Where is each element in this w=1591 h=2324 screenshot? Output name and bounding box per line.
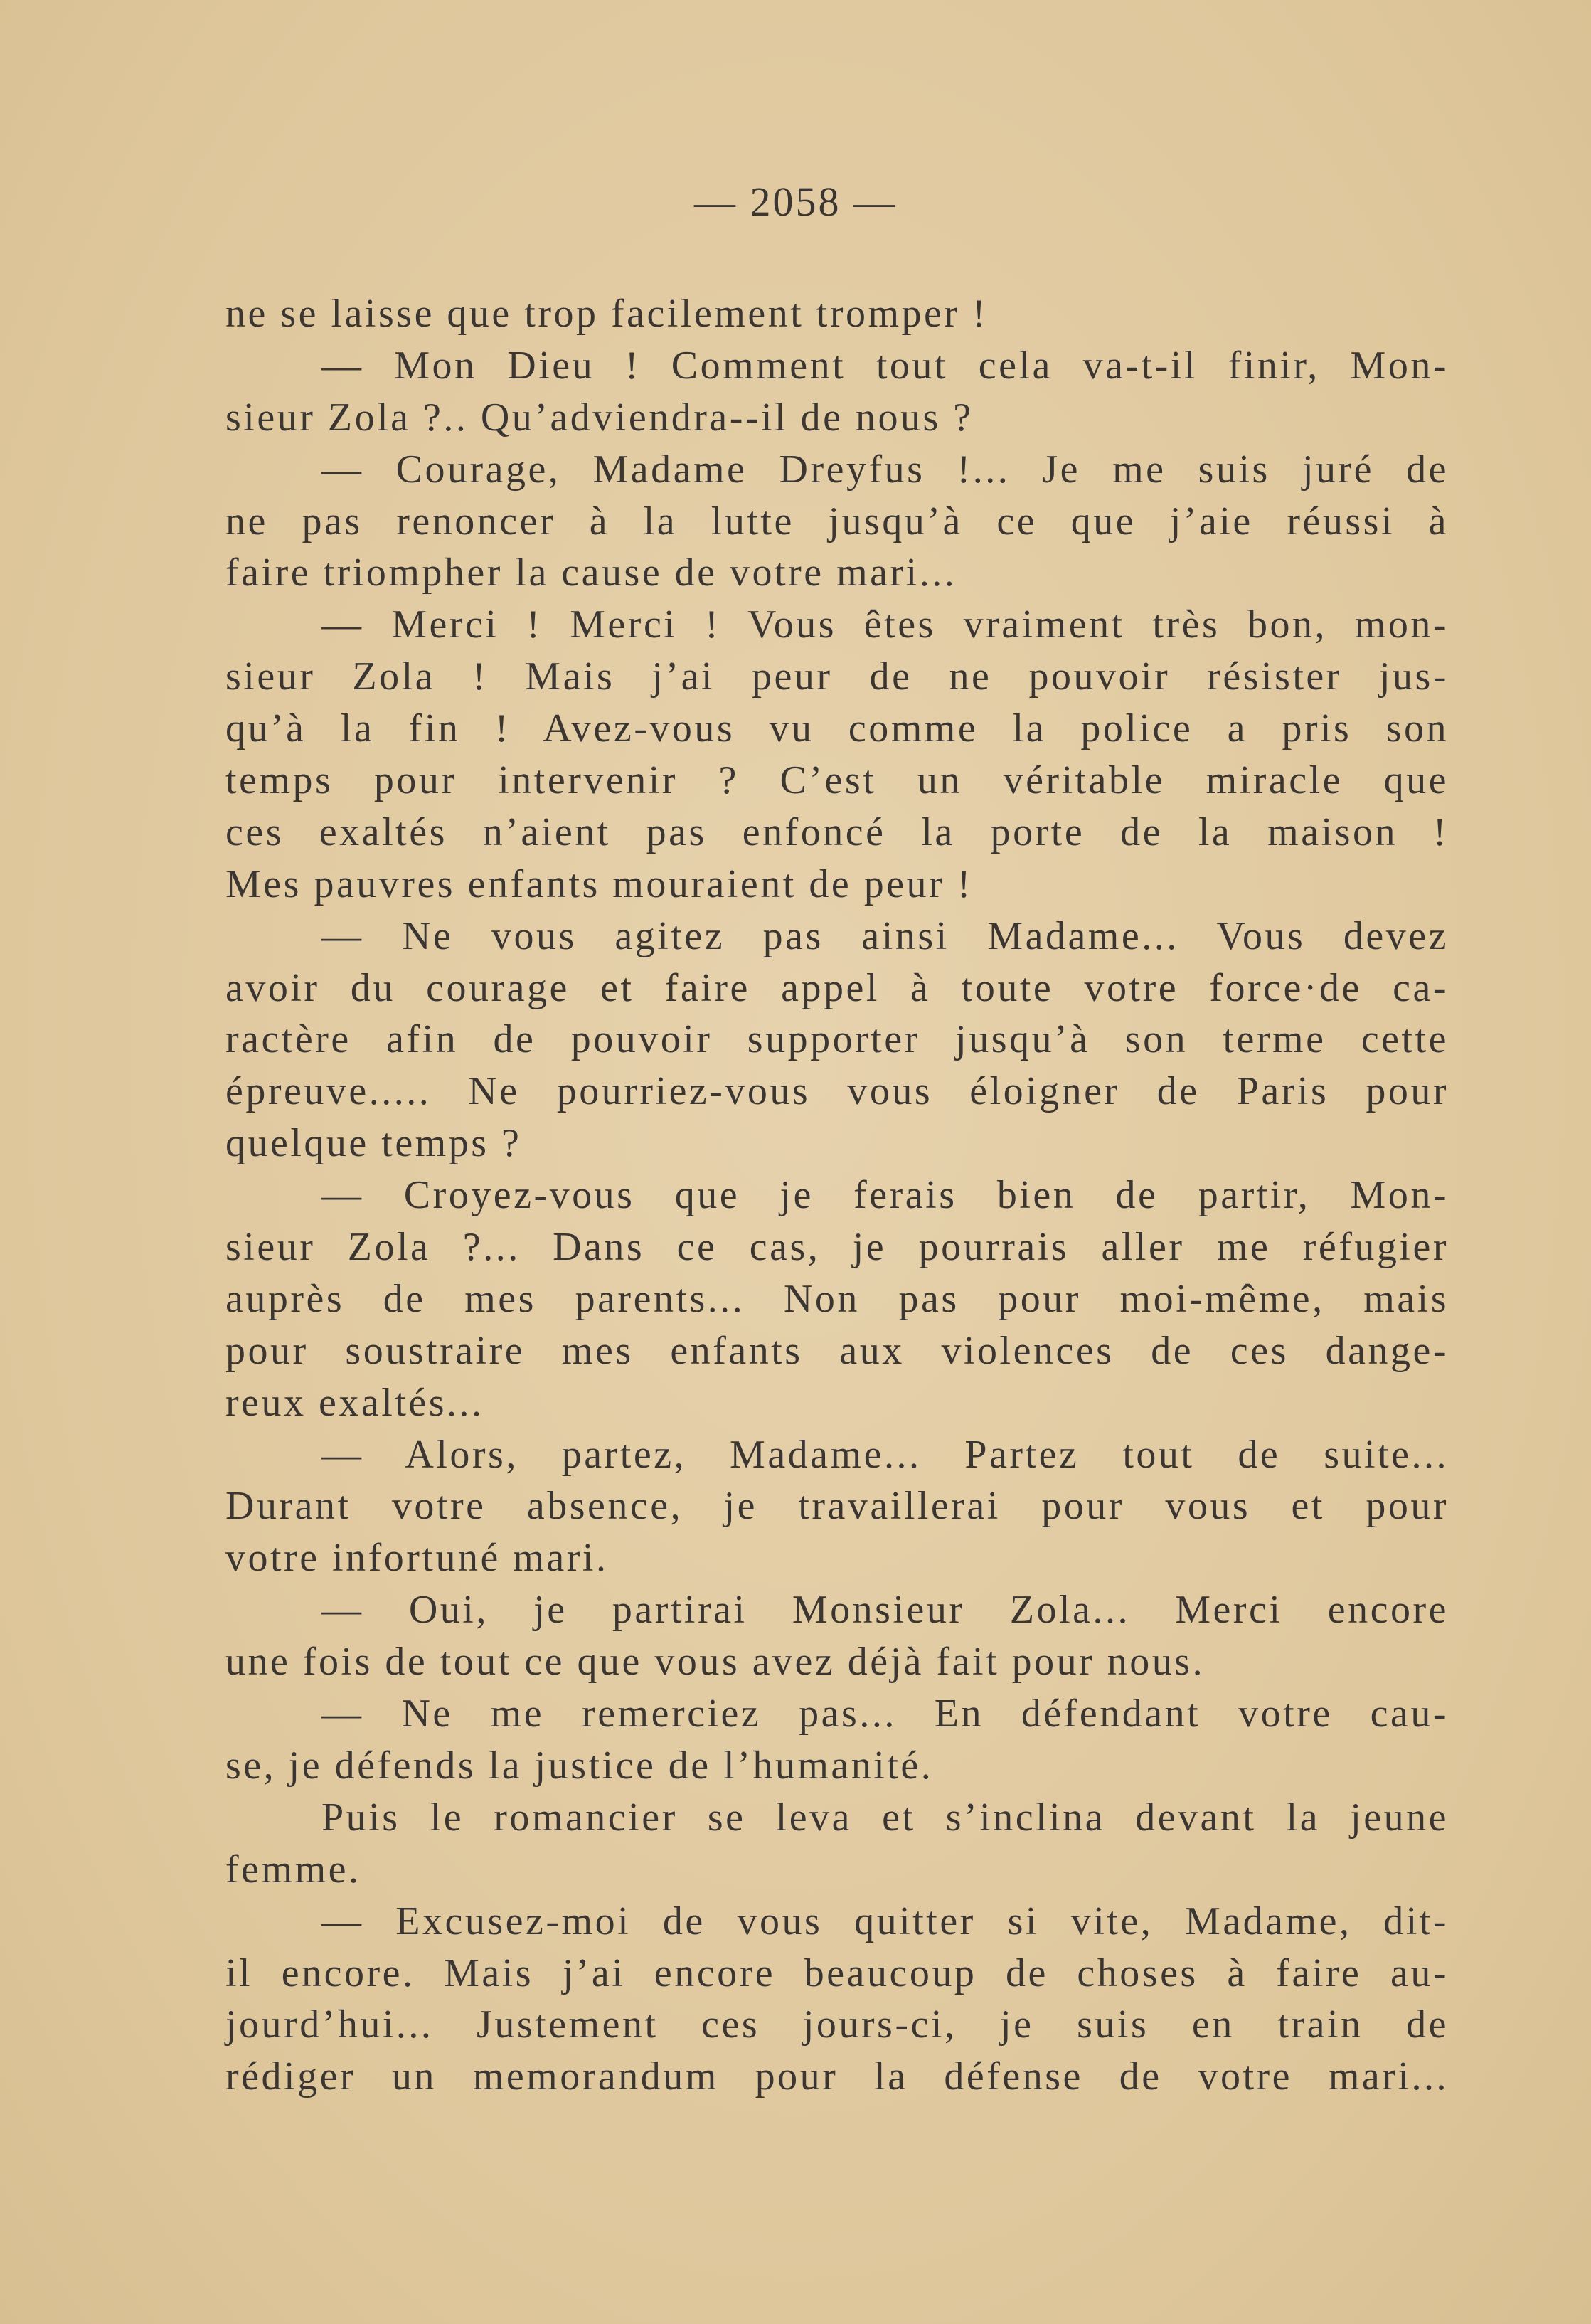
text-line: votre infortuné mari. (225, 1536, 609, 1581)
text-line: — Merci ! Merci ! Vous êtes vraiment très bon, mon- (321, 603, 1449, 647)
text-line: pour soustraire mes enfants aux violences de ces dange- (225, 1328, 1449, 1373)
text-line: une fois de tout ce que vous avez déjà fait pour nous. (225, 1640, 1206, 1684)
text-line: femme. (225, 1847, 361, 1891)
text-line: rédiger un memorandum pour la défense de votre mari... (225, 2054, 1449, 2099)
text-line: avoir du courage et faire appel à toute votre force·de ca- (225, 965, 1449, 1010)
text-line: faire triompher la cause de votre mari... (225, 551, 957, 595)
text-line: sieur Zola ?.. Qu’adviendra--il de nous ? (225, 395, 974, 440)
text-line: — Mon Dieu ! Comment tout cela va-t-il finir, Mon- (321, 343, 1449, 388)
text-line: Durant votre absence, je travaillerai pour vous et pour (225, 1484, 1449, 1529)
text-line: ne pas renoncer à la lutte jusqu’à ce que j’aie réussi à (225, 499, 1449, 543)
text-line: quelque temps ? (225, 1121, 522, 1166)
text-line: jourd’hui... Justement ces jours-ci, je suis en train de (225, 2002, 1449, 2047)
text-line: sieur Zola ?... Dans ce cas, je pourrais aller me réfugier (225, 1225, 1449, 1270)
text-line: ractère afin de pouvoir supporter jusqu’à son terme cette (225, 1017, 1449, 1062)
text-line: — Oui, je partirai Monsieur Zola... Merci encore (321, 1588, 1449, 1633)
text-line: temps pour intervenir ? C’est un véritable miracle que (225, 758, 1449, 803)
text-line: se, je défends la justice de l’humanité. (225, 1743, 934, 1788)
text-line: qu’à la fin ! Avez-vous vu comme la police a pris son (225, 706, 1449, 751)
text-line: — Croyez-vous que je ferais bien de partir, Mon- (321, 1173, 1449, 1218)
text-line: épreuve..... Ne pourriez-vous vous éloigner de Paris pour (225, 1069, 1449, 1114)
text-line: auprès de mes parents... Non pas pour moi-même, mais (225, 1276, 1449, 1321)
text-line: — Excusez-moi de vous quitter si vite, Madame, dit- (321, 1899, 1449, 1943)
text-line: — Alors, partez, Madame... Partez tout de suite... (321, 1432, 1449, 1477)
text-line: — Ne me remerciez pas... En défendant votre cau- (321, 1692, 1449, 1736)
text-line: — Ne vous agitez pas ainsi Madame... Vous devez (321, 913, 1449, 958)
text-line: ne se laisse que trop facilement tromper ! (225, 292, 989, 336)
text-line: Mes pauvres enfants mouraient de peur ! (225, 861, 973, 906)
text-line: Puis le romancier se leva et s’inclina devant la jeune (321, 1795, 1449, 1840)
body-text (225, 288, 1449, 2103)
text-line: sieur Zola ! Mais j’ai peur de ne pouvoir résister jus- (225, 654, 1449, 699)
page-number: — 2058 — (694, 179, 897, 225)
text-line: — Courage, Madame Dreyfus !... Je me suis juré de (321, 447, 1449, 492)
text-line: reux exaltés... (225, 1380, 484, 1425)
text-line: ces exaltés n’aient pas enfoncé la porte de la maison ! (225, 810, 1449, 854)
text-line: il encore. Mais j’ai encore beaucoup de choses à faire au- (225, 1951, 1449, 1995)
